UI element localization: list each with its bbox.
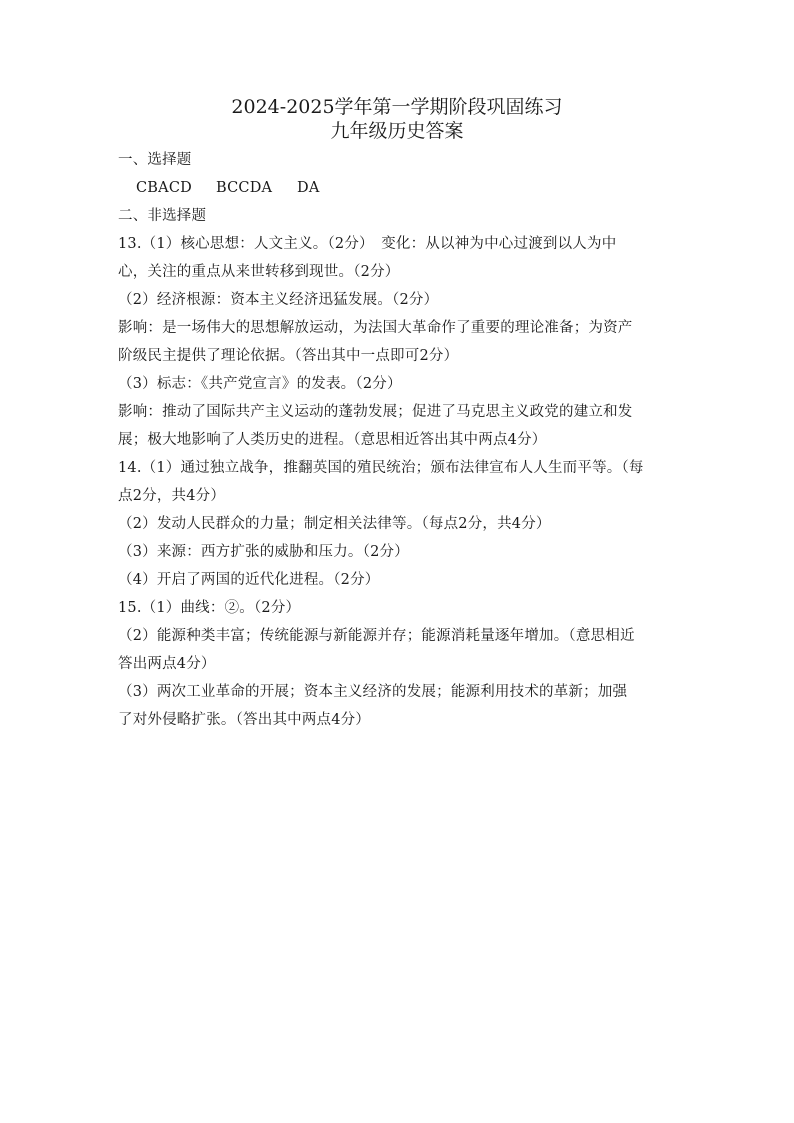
answer-line: （2）经济根源：资本主义经济迅猛发展。（2分） xyxy=(118,292,439,308)
answer-line: 14.（1）通过独立战争，推翻英国的殖民统治；颁布法律宣布人人生而平等。（每 xyxy=(118,460,644,476)
section-heading-choice: 一、选择题 xyxy=(118,152,192,168)
choice-answer-group: DA xyxy=(297,180,320,196)
answer-line: 影响：推动了国际共产主义运动的蓬勃发展；促进了马克思主义政党的建立和发 xyxy=(118,404,633,420)
choice-answer-group: CBACD xyxy=(136,180,192,196)
section-heading-nonchoice: 二、非选择题 xyxy=(118,208,207,224)
answer-line: （3）两次工业革命的开展；资本主义经济的发展；能源利用技术的革新；加强 xyxy=(118,684,628,700)
answer-line: 阶级民主提供了理论依据。（答出其中一点即可2分） xyxy=(118,348,459,364)
answer-line: （3）标志：《共产党宣言》的发表。（2分） xyxy=(118,376,402,392)
answer-line: 了对外侵略扩张。（答出其中两点4分） xyxy=(118,712,371,728)
answer-line: （4）开启了两国的近代化进程。（2分） xyxy=(118,572,380,588)
answer-line: （2）能源种类丰富；传统能源与新能源并存；能源消耗量逐年增加。（意思相近 xyxy=(118,628,635,644)
choice-answers xyxy=(118,174,698,202)
answer-line: 点2分，共4分） xyxy=(118,488,226,504)
choice-answer-group: BCCDA xyxy=(216,180,273,196)
answer-line: （2）发动人民群众的力量；制定相关法律等。（每点2分，共4分） xyxy=(118,516,551,532)
answer-content xyxy=(118,146,698,734)
answer-line: 心，关注的重点从来世转移到现世。（2分） xyxy=(118,264,400,280)
answer-line: 答出两点4分） xyxy=(118,656,216,672)
answer-line: 展；极大地影响了人类历史的进程。（意思相近答出其中两点4分） xyxy=(118,432,547,448)
answer-line: 15.（1）曲线：②。（2分） xyxy=(118,600,301,616)
document-title: 2024-2025学年第一学期阶段巩固练习 xyxy=(231,96,563,118)
document-subtitle: 九年级历史答案 xyxy=(330,120,464,142)
answer-line: 影响：是一场伟大的思想解放运动，为法国大革命作了重要的理论准备；为资产 xyxy=(118,320,633,336)
answer-line: 13.（1）核心思想：人文主义。（2分） 变化：从以神为中心过渡到以人为中 xyxy=(118,236,617,252)
answer-line: （3）来源：西方扩张的威胁和压力。（2分） xyxy=(118,544,409,560)
